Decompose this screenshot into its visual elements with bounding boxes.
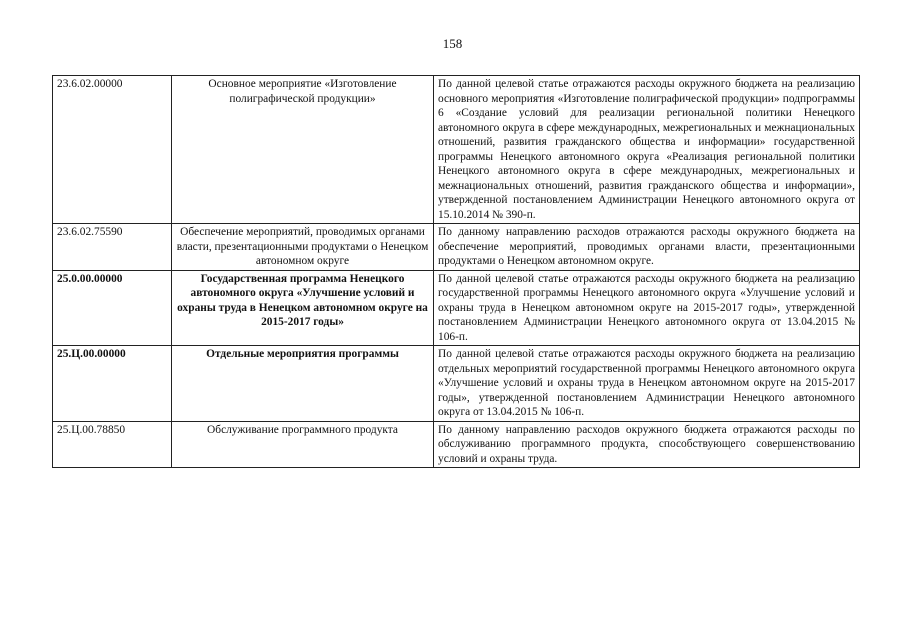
- row-description: По данной целевой статье отражаются расходы окружного бюджета на реализацию отдельных мероприятий государственной программы Ненецкого автономного округа «Улучшение условий и охраны труда в Ненецком автономном округе на 2015-2017 годы», утвержденной постановлением Администрации Ненецкого автономного округа от 13.04.2015 № 106-п.: [434, 346, 860, 422]
- table-row: [53, 421, 860, 468]
- row-description: По данной целевой статье отражаются расходы окружного бюджета на реализацию основного мероприятия «Изготовление полиграфической продукции» подпрограммы 6 «Создание условий для реализации региональной политики Ненецкого автономного округа в сфере международных, межрегиональных и межнациональных отношений, развития гражданского общества и информации» государственной программы Ненецкого автономного округа «Реализация региональной политики Ненецкого автономного округа в сфере международных, межрегиональных и межнациональных отношений, развития гражданского общества и информации», утвержденной постановлением Администрации Ненецкого автономного округа от 15.10.2014 № 390-п.: [434, 76, 860, 224]
- page-number: 158: [442, 36, 463, 51]
- table-row: [53, 270, 860, 346]
- row-name: Отдельные мероприятия программы: [172, 346, 434, 422]
- row-name: Государственная программа Ненецкого автономного округа «Улучшение условий и охраны труда в Ненецком автономном округе на 2015-2017 годы»: [172, 270, 434, 346]
- row-code: 25.Ц.00.00000: [53, 346, 172, 422]
- row-description: По данной целевой статье отражаются расходы окружного бюджета на реализацию государственной программы Ненецкого автономного округа «Улучшение условий и охраны труда в Ненецком автономном округе на 2015-2017 годы», утвержденной постановлением Администрации Ненецкого автономного округа от 13.04.2015 № 106-п.: [434, 270, 860, 346]
- row-code: 23.6.02.75590: [53, 224, 172, 271]
- row-code: 23.6.02.00000: [53, 76, 172, 224]
- budget-classification-table: [52, 75, 860, 468]
- table-row: [53, 76, 860, 224]
- row-name: Обслуживание программного продукта: [172, 421, 434, 468]
- row-code: 25.Ц.00.78850: [53, 421, 172, 468]
- table-row: [53, 346, 860, 422]
- row-code: 25.0.00.00000: [53, 270, 172, 346]
- table-row: [53, 224, 860, 271]
- row-name: Обеспечение мероприятий, проводимых органами власти, презентационными продуктами о Ненецком автономном округе: [172, 224, 434, 271]
- row-description: По данному направлению расходов отражаются расходы окружного бюджета на обеспечение мероприятий, проводимых органами власти, презентационными продуктами о Ненецком автономном округе.: [434, 224, 860, 271]
- row-name: Основное мероприятие «Изготовление полиграфической продукции»: [172, 76, 434, 224]
- row-description: По данному направлению расходов окружного бюджета отражаются расходы по обслуживанию программного продукта, способствующего совершенствованию условий и охраны труда.: [434, 421, 860, 468]
